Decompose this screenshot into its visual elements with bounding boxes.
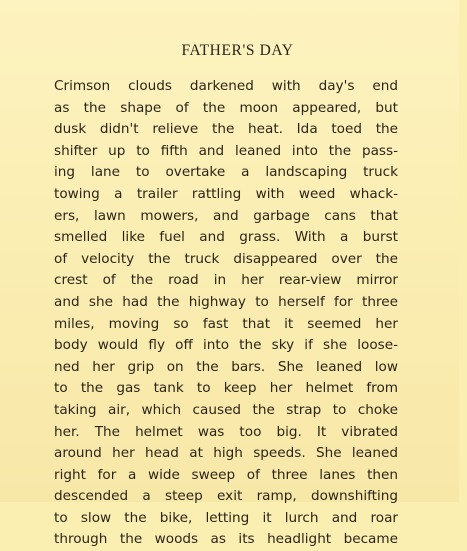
- body-text: [54, 76, 398, 551]
- text-line: through the woods as its headlight became: [54, 531, 398, 548]
- text-line: around her head at high speeds. She leaned: [54, 445, 398, 462]
- text-line: of velocity the truck disappeared over the: [54, 250, 398, 267]
- text-line: and she had the highway to herself for three: [54, 293, 398, 310]
- text-line: Crimson clouds darkened with day's end: [54, 78, 398, 94]
- text-line: ned her grip on the bars. She leaned low: [54, 358, 398, 375]
- text-line: shifter up to fifth and leaned into the pass-: [54, 142, 398, 159]
- text-line: crest of the road in her rear-view mirror: [54, 272, 398, 289]
- text-line: smelled like fuel and grass. With a burst: [54, 229, 398, 246]
- text-line: towing a trailer rattling with weed whack-: [54, 185, 398, 202]
- text-line: ers, lawn mowers, and garbage cans that: [54, 207, 398, 224]
- text-line: to slow the bike, letting it lurch and roar: [54, 509, 398, 526]
- text-line: descended a steep exit ramp, downshifting: [54, 488, 398, 505]
- text-line: dusk didn't relieve the heat. Ida toed the: [54, 121, 398, 138]
- text-line: miles, moving so fast that it seemed her: [54, 315, 398, 332]
- text-line: body would fly off into the sky if she loose-: [54, 337, 398, 354]
- text-line: as the shape of the moon appeared, but: [54, 99, 398, 116]
- text-line: her. The helmet was too big. It vibrated: [54, 423, 398, 440]
- text-line: ing lane to overtake a landscaping truck: [54, 164, 398, 181]
- text-line: to the gas tank to keep her helmet from: [54, 380, 398, 397]
- text-line: right for a wide sweep of three lanes then: [54, 466, 398, 483]
- text-line: taking air, which caused the strap to choke: [54, 401, 398, 418]
- chapter-title: FATHER'S DAY: [181, 42, 294, 59]
